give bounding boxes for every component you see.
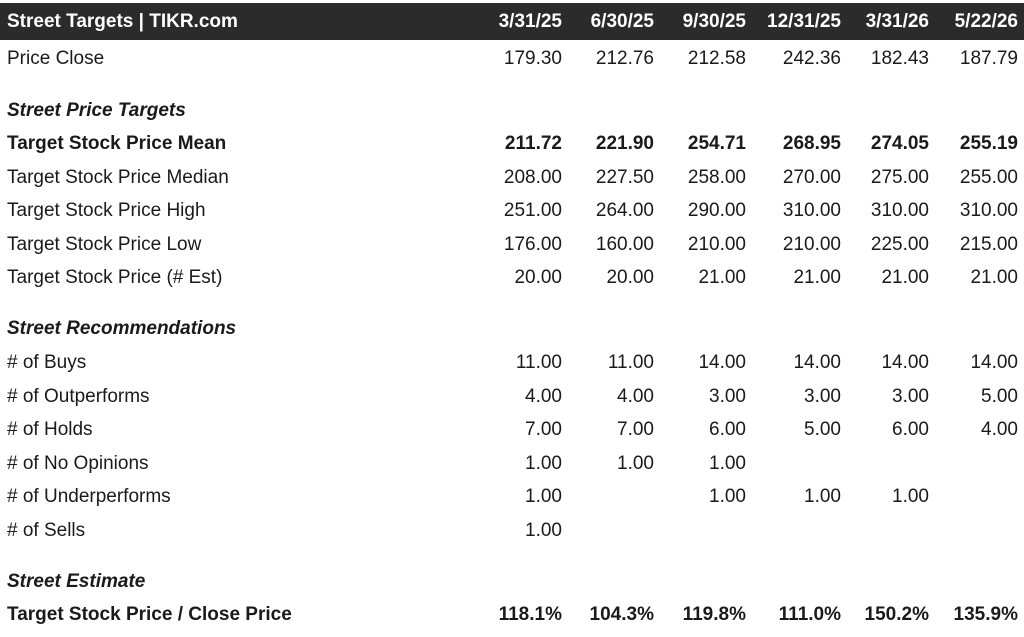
table-cell: 150.2% bbox=[864, 604, 929, 625]
table-cell: 20.00 bbox=[514, 267, 562, 288]
table-row-buys bbox=[0, 346, 1024, 379]
table-cell: 3.00 bbox=[804, 386, 841, 407]
table-cell: 1.00 bbox=[709, 453, 746, 474]
table-cell: 255.19 bbox=[959, 133, 1018, 154]
table-row-target-low bbox=[0, 228, 1024, 261]
table-cell: 14.00 bbox=[793, 352, 841, 373]
table-cell: 1.00 bbox=[525, 520, 562, 541]
row-label: Target Stock Price Median bbox=[7, 167, 229, 188]
table-row-target-est bbox=[0, 261, 1024, 294]
table-cell: 3.00 bbox=[892, 386, 929, 407]
table-cell: 221.90 bbox=[595, 133, 654, 154]
row-label: Target Stock Price / Close Price bbox=[7, 604, 292, 625]
row-label: # of Sells bbox=[7, 520, 86, 541]
table-cell: 212.76 bbox=[595, 48, 654, 69]
table-cell: 4.00 bbox=[981, 419, 1018, 440]
table-cell: 3.00 bbox=[709, 386, 746, 407]
table-cell: 275.00 bbox=[870, 167, 929, 188]
row-label: Target Stock Price Mean bbox=[7, 133, 227, 154]
table-cell: 4.00 bbox=[617, 386, 654, 407]
table-cell bbox=[841, 447, 929, 480]
column-date: 12/31/25 bbox=[767, 11, 841, 32]
row-label: Target Stock Price Low bbox=[7, 234, 202, 255]
table-cell: 1.00 bbox=[525, 486, 562, 507]
table-cell: 208.00 bbox=[503, 167, 562, 188]
table-cell: 264.00 bbox=[595, 200, 654, 221]
table-cell: 1.00 bbox=[617, 453, 654, 474]
section-heading-recommendations bbox=[0, 312, 1024, 345]
table-cell: 104.3% bbox=[589, 604, 654, 625]
section-label: Street Price Targets bbox=[7, 100, 186, 121]
table-cell: 274.05 bbox=[870, 133, 929, 154]
table-row-no-opinions bbox=[0, 447, 1024, 480]
table-cell: 6.00 bbox=[709, 419, 746, 440]
table-cell: 6.00 bbox=[892, 419, 929, 440]
section-heading-price-targets bbox=[0, 94, 1024, 127]
table-cell bbox=[929, 514, 1018, 547]
table-cell bbox=[562, 480, 654, 513]
table-cell: 1.00 bbox=[892, 486, 929, 507]
table-cell: 215.00 bbox=[959, 234, 1018, 255]
table-cell bbox=[929, 447, 1018, 480]
table-cell bbox=[841, 514, 929, 547]
table-title: Street Targets | TIKR.com bbox=[7, 11, 238, 32]
column-date: 5/22/26 bbox=[954, 11, 1018, 32]
table-cell: 210.00 bbox=[687, 234, 746, 255]
table-cell: 182.43 bbox=[870, 48, 929, 69]
table-cell: 255.00 bbox=[959, 167, 1018, 188]
table-row-underperforms bbox=[0, 480, 1024, 513]
table-cell: 160.00 bbox=[595, 234, 654, 255]
table-cell: 21.00 bbox=[698, 267, 746, 288]
table-cell: 1.00 bbox=[525, 453, 562, 474]
table-cell: 7.00 bbox=[525, 419, 562, 440]
table-cell: 21.00 bbox=[793, 267, 841, 288]
table-cell: 210.00 bbox=[782, 234, 841, 255]
row-label: # of Outperforms bbox=[7, 386, 150, 407]
table-header bbox=[0, 3, 1024, 40]
table-cell: 242.36 bbox=[782, 48, 841, 69]
table-cell: 14.00 bbox=[970, 352, 1018, 373]
row-label: # of No Opinions bbox=[7, 453, 149, 474]
table-cell: 11.00 bbox=[607, 352, 654, 373]
section-heading-estimate bbox=[0, 565, 1024, 598]
column-date: 6/30/25 bbox=[590, 11, 654, 32]
table-cell: 119.8% bbox=[682, 604, 746, 625]
row-label: Target Stock Price (# Est) bbox=[7, 267, 223, 288]
table-cell: 5.00 bbox=[804, 419, 841, 440]
table-row-holds bbox=[0, 413, 1024, 446]
section-label: Street Estimate bbox=[7, 571, 146, 592]
table-cell: 14.00 bbox=[881, 352, 929, 373]
row-label: # of Buys bbox=[7, 352, 87, 373]
row-label: Price Close bbox=[7, 48, 105, 69]
table-cell: 187.79 bbox=[959, 48, 1018, 69]
table-cell: 179.30 bbox=[503, 48, 562, 69]
column-date: 9/30/25 bbox=[682, 11, 746, 32]
table-cell: 211.72 bbox=[504, 133, 562, 154]
table-cell: 21.00 bbox=[881, 267, 929, 288]
table-cell: 5.00 bbox=[981, 386, 1018, 407]
table-cell: 310.00 bbox=[959, 200, 1018, 221]
table-cell: 176.00 bbox=[503, 234, 562, 255]
table-cell: 20.00 bbox=[606, 267, 654, 288]
table-row-target-close-ratio bbox=[0, 598, 1024, 631]
table-cell bbox=[654, 514, 746, 547]
table-cell: 11.00 bbox=[515, 352, 562, 373]
table-cell: 4.00 bbox=[525, 386, 562, 407]
table-row-target-high bbox=[0, 194, 1024, 227]
table-cell: 251.00 bbox=[503, 200, 562, 221]
row-label: Target Stock Price High bbox=[7, 200, 206, 221]
table-cell: 7.00 bbox=[617, 419, 654, 440]
table-row-price-close bbox=[0, 42, 1024, 75]
table-cell: 310.00 bbox=[782, 200, 841, 221]
row-label: # of Underperforms bbox=[7, 486, 171, 507]
table-cell: 212.58 bbox=[687, 48, 746, 69]
table-cell bbox=[929, 480, 1018, 513]
table-cell: 310.00 bbox=[870, 200, 929, 221]
table-cell: 21.00 bbox=[970, 267, 1018, 288]
table-cell: 14.00 bbox=[698, 352, 746, 373]
table-cell: 1.00 bbox=[804, 486, 841, 507]
table-cell: 258.00 bbox=[687, 167, 746, 188]
row-label: # of Holds bbox=[7, 419, 93, 440]
table-cell: 1.00 bbox=[709, 486, 746, 507]
table-row-sells bbox=[0, 514, 1024, 547]
table-cell: 111.0% bbox=[778, 604, 841, 625]
table-cell bbox=[746, 514, 841, 547]
table-cell: 227.50 bbox=[595, 167, 654, 188]
column-date: 3/31/25 bbox=[498, 11, 562, 32]
table-cell: 290.00 bbox=[687, 200, 746, 221]
table-cell: 254.71 bbox=[687, 133, 746, 154]
table-cell bbox=[746, 447, 841, 480]
section-label: Street Recommendations bbox=[7, 318, 237, 339]
table-cell bbox=[562, 514, 654, 547]
table-cell: 225.00 bbox=[870, 234, 929, 255]
table-row-target-median bbox=[0, 161, 1024, 194]
column-date: 3/31/26 bbox=[865, 11, 929, 32]
table-row-outperforms bbox=[0, 380, 1024, 413]
table-row-target-mean bbox=[0, 127, 1024, 160]
table-cell: 268.95 bbox=[782, 133, 841, 154]
table-cell: 118.1% bbox=[498, 604, 562, 625]
table-cell: 135.9% bbox=[953, 604, 1018, 625]
table-cell: 270.00 bbox=[782, 167, 841, 188]
